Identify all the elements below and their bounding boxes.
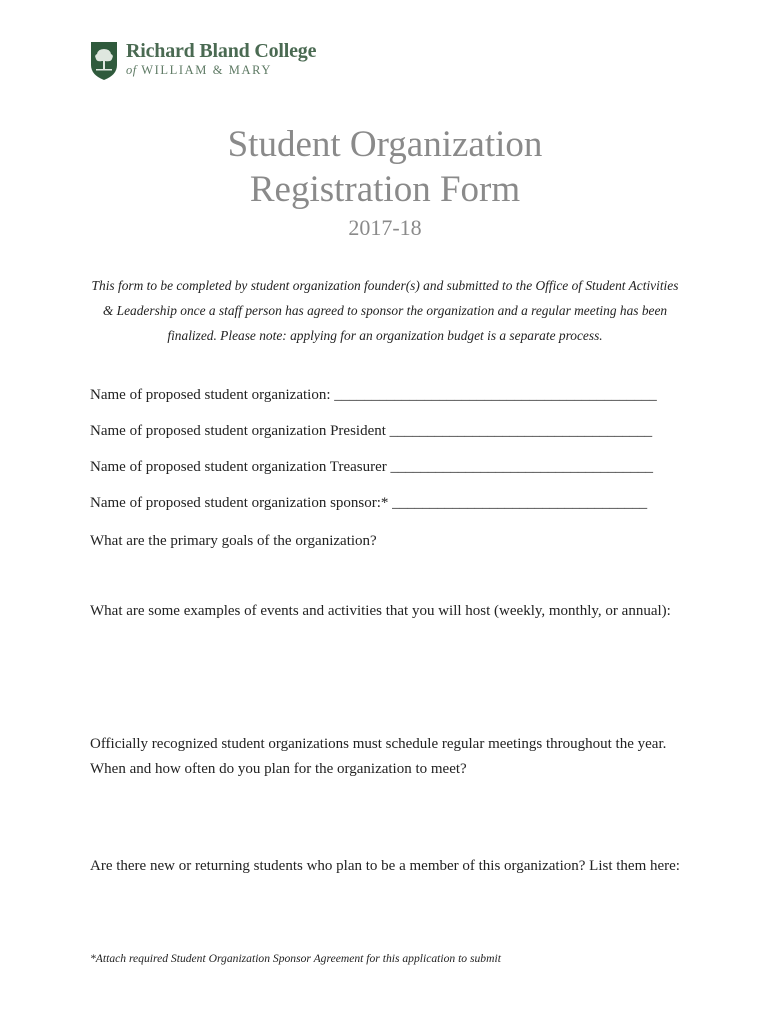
treasurer-name-field[interactable]: Name of proposed student organization Treasurer ___________________________________	[90, 459, 653, 475]
footnote: *Attach required Student Organization Sponsor Agreement for this application to submit	[90, 952, 501, 965]
question-primary-goals: What are the primary goals of the organization?	[90, 533, 377, 549]
college-logo	[90, 40, 330, 84]
question-meeting-schedule: Officially recognized student organizations must schedule regular meetings throughout the year. When and how often do you plan for the organization to meet?	[90, 736, 667, 777]
tree-shield-icon	[90, 41, 118, 81]
form-title-line-1: Student Organization	[227, 124, 543, 165]
college-subtitle: of WILLIAM & MARY	[126, 63, 272, 77]
question-events-activities: What are some examples of events and activities that you will host (weekly, monthly, or annual):	[90, 603, 671, 619]
question-members: Are there new or returning students who plan to be a member of this organization? List them here:	[90, 858, 680, 874]
form-title-line-2: Registration Form	[249, 169, 521, 210]
sponsor-name-field[interactable]: Name of proposed student organization sponsor:* __________________________________	[90, 495, 648, 511]
form-year: 2017-18	[348, 215, 422, 240]
intro-paragraph: This form to be completed by student organization founder(s) and submitted to the Office of Student Activities & Leadership once a staff person has agreed to sponsor the organization and a regular meeting has been finalized. Please note: applying for an organization budget is a separate process.	[91, 278, 679, 343]
college-name: Richard Bland College	[126, 40, 317, 62]
president-name-field[interactable]: Name of proposed student organization President ___________________________________	[90, 423, 653, 439]
org-name-field[interactable]: Name of proposed student organization: ___________________________________________	[90, 387, 657, 403]
